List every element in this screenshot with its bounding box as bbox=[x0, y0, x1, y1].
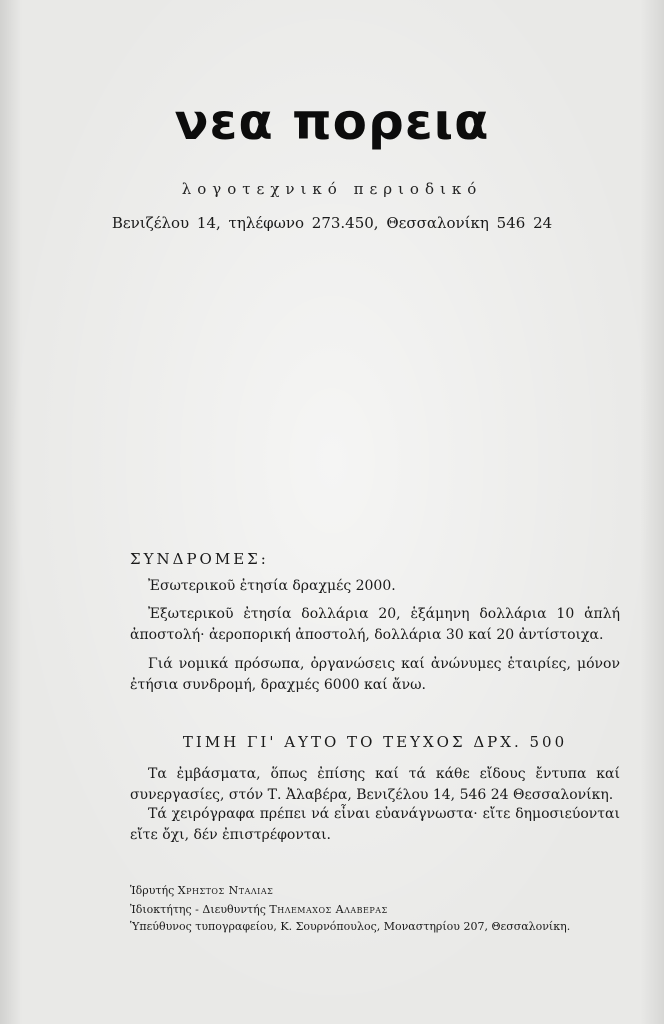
colophon-printer: Ὑπεύθυνος τυπογραφείου, Κ. Σουρνόπουλος, Μοναστηρίου 207, Θεσσαλονίκη. bbox=[130, 920, 571, 933]
payments-note: Τα ἐμβάσματα, ὅπως ἐπίσης καί τά κάθε εἴδους ἔντυπα καί συνεργασίες, στόν Τ. Ἀλαβέρα, Βενιζέλου 14, 546 24 Θεσσαλονίκη. bbox=[130, 766, 620, 803]
subscription-foreign: Ἐξωτερικοῦ ἐτησία δολλάρια 20, ἑξάμηνη δολλάρια 10 ἁπλή ἀποστολή· ἀεροπορική ἀποστολή, δολλάρια 30 καί 20 ἀντίστοιχα. bbox=[130, 606, 620, 643]
subscription-legal-entities: Γιά νομικά πρόσωπα, ὀργανώσεις καί ἀνώνυμες ἑταιρίες, μόνον ἐτήσια συνδρομή, δραχμές 6000 καί ἄνω. bbox=[130, 656, 620, 693]
colophon-owner bbox=[130, 903, 388, 916]
journal-subtitle: λογοτεχνικό περιοδικό bbox=[181, 180, 483, 198]
manuscripts-note: Τά χειρόγραφα πρέπει νά εἶναι εὐανάγνωστα· εἴτε δημοσιεύονται εἴτε ὄχι, δέν ἐπιστρέφονται. bbox=[130, 806, 620, 843]
founder-name: Χρηστος Νταλιας bbox=[177, 884, 274, 897]
journal-title: νεα πορεια bbox=[174, 93, 490, 151]
colophon-founder bbox=[130, 884, 273, 897]
founder-label: Ἱδρυτής bbox=[130, 884, 175, 897]
subscriptions-heading: ΣΥΝΔΡΟΜΕΣ: bbox=[130, 550, 269, 568]
journal-address: Βενιζέλου 14, τηλέφωνο 273.450, Θεσσαλονίκη 546 24 bbox=[111, 214, 553, 232]
subscription-domestic: Ἐσωτερικοῦ ἐτησία δραχμές 2000. bbox=[148, 578, 396, 594]
owner-name: Τηλεμαχος Αλαβερας bbox=[269, 903, 388, 916]
owner-label: Ἰδιοκτήτης - Διευθυντής bbox=[130, 903, 266, 916]
issue-price: ΤΙΜΗ ΓΙ' ΑΥΤΟ ΤΟ ΤΕΥΧΟΣ ΔΡΧ. 500 bbox=[182, 733, 568, 751]
